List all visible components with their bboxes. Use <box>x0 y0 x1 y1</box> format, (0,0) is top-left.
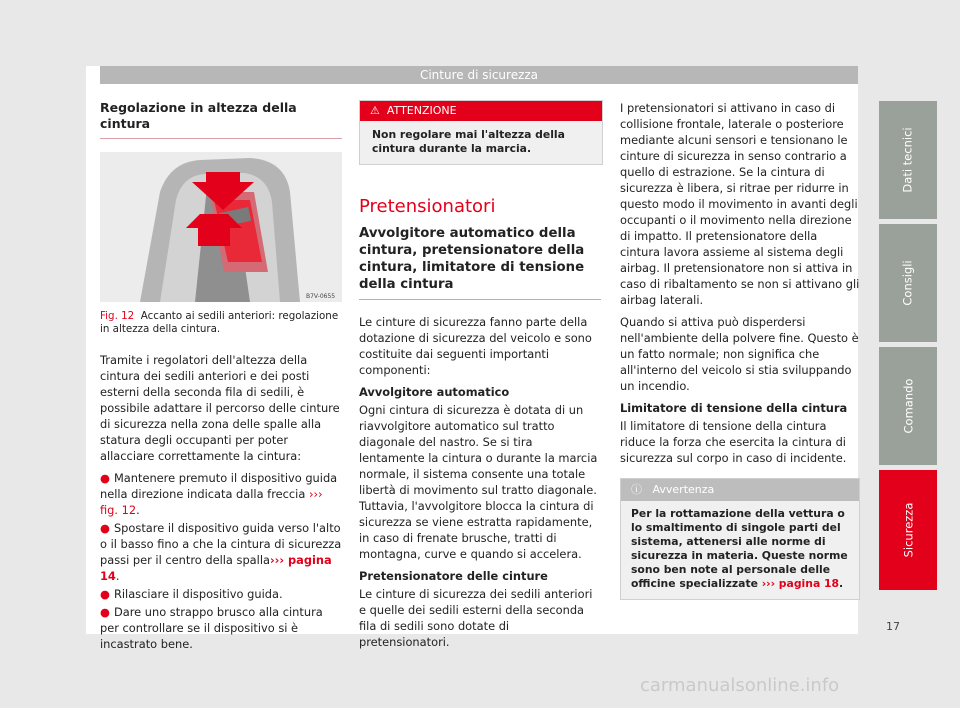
note-box <box>620 478 860 600</box>
subheading-avvolgitore: Avvolgitore automatico <box>359 385 510 399</box>
info-icon: ⓘ <box>631 483 642 496</box>
warning-triangle-icon: ⚠ <box>370 104 380 117</box>
figure-belt-height-adjuster <box>100 152 342 302</box>
figure-caption <box>100 310 342 336</box>
subheading-limitatore: Limitatore di tensione della cintura <box>620 401 848 415</box>
header-bar <box>100 66 858 84</box>
paragraph: I pretensionatori si attivano in caso di collisione frontale, laterale o posteriore mediante alcuni sensori e tensionano le cinture di sicurezza in senso contrario a quello di estrazione. Se la cintura di sicurezza è libera, si ritrae per ridurre in questo modo il movimento in avanti degli occupanti o il movimento nella direzione di impatto. Il pretensionatore della cintura lavora assieme al sistema degli airbag. Il pretensionatore non si attiva in caso di ribaltamento se non si attivano gli airbag laterali. <box>620 101 860 307</box>
watermark: carmanualsonline.info <box>640 675 840 696</box>
bullet-icon: ● <box>100 587 110 601</box>
paragraph: Ogni cintura di sicurezza è dotata di un riavvolgitore automatico sul tratto diagonale del nastro. Se si tira lentamente la cintura o durante la marcia normale, il sistema consente una totale libertà di movimento sul tratto diagonale. Tuttavia, l'avvolgitore blocca la cintura di sicurezza se viene estratta rapidamente, in caso di frenate brusche, tratti di montagna, curve e quando si accelera. <box>359 403 598 561</box>
warning-text: Non regolare mai l'altezza della cintura durante la marcia. <box>360 121 602 164</box>
column-middle <box>359 100 601 656</box>
paragraph: Le cinture di sicurezza dei sedili anteriori e quelle dei sedili esterni della seconda fila di sedili sono dotate di pretensionatori. <box>359 587 593 649</box>
paragraph: Le cinture di sicurezza fanno parte della dotazione di sicurezza del veicolo e sono costituite dai seguenti importanti componenti: <box>359 315 592 377</box>
bullet-item: ● Dare uno strappo brusco alla cintura per controllare se il dispositivo si è incastrato bene. <box>100 605 323 651</box>
tab-consigli[interactable]: Consigli <box>879 224 937 342</box>
page-number: 17 <box>886 620 900 633</box>
column-right <box>620 100 860 600</box>
page-link[interactable]: ››› pagina 14 <box>100 553 332 583</box>
tab-dati-tecnici[interactable]: Dati tecnici <box>879 101 937 219</box>
header-title: Cinture di sicurezza <box>419 68 539 82</box>
bullet-icon: ● <box>100 605 110 619</box>
page-link[interactable]: ››› pagina 18 <box>761 577 840 590</box>
note-label: Avvertenza <box>652 483 715 496</box>
bullet-icon: ● <box>100 471 110 485</box>
subheading-pretensionatore: Pretensionatore delle cinture <box>359 569 548 583</box>
bullet-icon: ● <box>100 521 110 535</box>
warning-header <box>360 101 602 121</box>
warning-label: ATTENZIONE <box>386 104 457 117</box>
caption-text: Accanto ai sedili anteriori: regolazione in altezza della cintura. <box>100 310 339 335</box>
fig-link[interactable]: ››› fig. 12 <box>100 487 323 517</box>
note-header <box>621 479 859 501</box>
caption-label: Fig. 12 <box>100 310 135 322</box>
warning-box <box>359 100 603 165</box>
paragraph: Quando si attiva può disperdersi nell'ambiente della polvere fine. Questo è un fatto normale; non significa che all'interno del veicolo si stia sviluppando un incendio. <box>620 315 859 393</box>
column-left <box>100 100 342 654</box>
bullet-item: ● Spostare il dispositivo guida verso l'alto o il basso fino a che la cintura di sicurezza passi per il centro della spalla››› pagina 14. <box>100 521 342 583</box>
section-title: Regolazione in altezza della cintura <box>100 100 342 139</box>
note-text: Per la rottamazione della vettura o lo smaltimento di singole parti del sistema, attenersi alle norme di sicurezza in materia. Queste norme sono ben note al personale delle officine specializzate ››› pagina 18. <box>621 501 859 599</box>
bullet-item: ● Mantenere premuto il dispositivo guida nella direzione indicata dalla freccia ››› fig. 12. <box>100 471 338 517</box>
subheading: Avvolgitore automatico della cintura, pretensionatore della cintura, limitatore di tensione della cintura <box>359 225 601 300</box>
bullet-item: ● Rilasciare il dispositivo guida. <box>100 587 283 601</box>
belt-adjuster-illustration <box>100 152 342 302</box>
figure-code: B7V-0655 <box>306 293 336 300</box>
heading-pretensionatori: Pretensionatori <box>359 196 496 217</box>
paragraph: Il limitatore di tensione della cintura riduce la forza che esercita la cintura di sicurezza sul corpo in caso di incidente. <box>620 419 847 465</box>
tab-sicurezza[interactable]: Sicurezza <box>879 470 937 590</box>
tab-comando[interactable]: Comando <box>879 347 937 465</box>
intro-paragraph: Tramite i regolatori dell'altezza della cintura dei sedili anteriori e dei posti esterni della seconda fila di sedili, è possibile adattare il percorso delle cinture di sicurezza nella zona delle spalle alla statura degli occupanti per poter allacciare correttamente la cintura: <box>100 353 340 463</box>
